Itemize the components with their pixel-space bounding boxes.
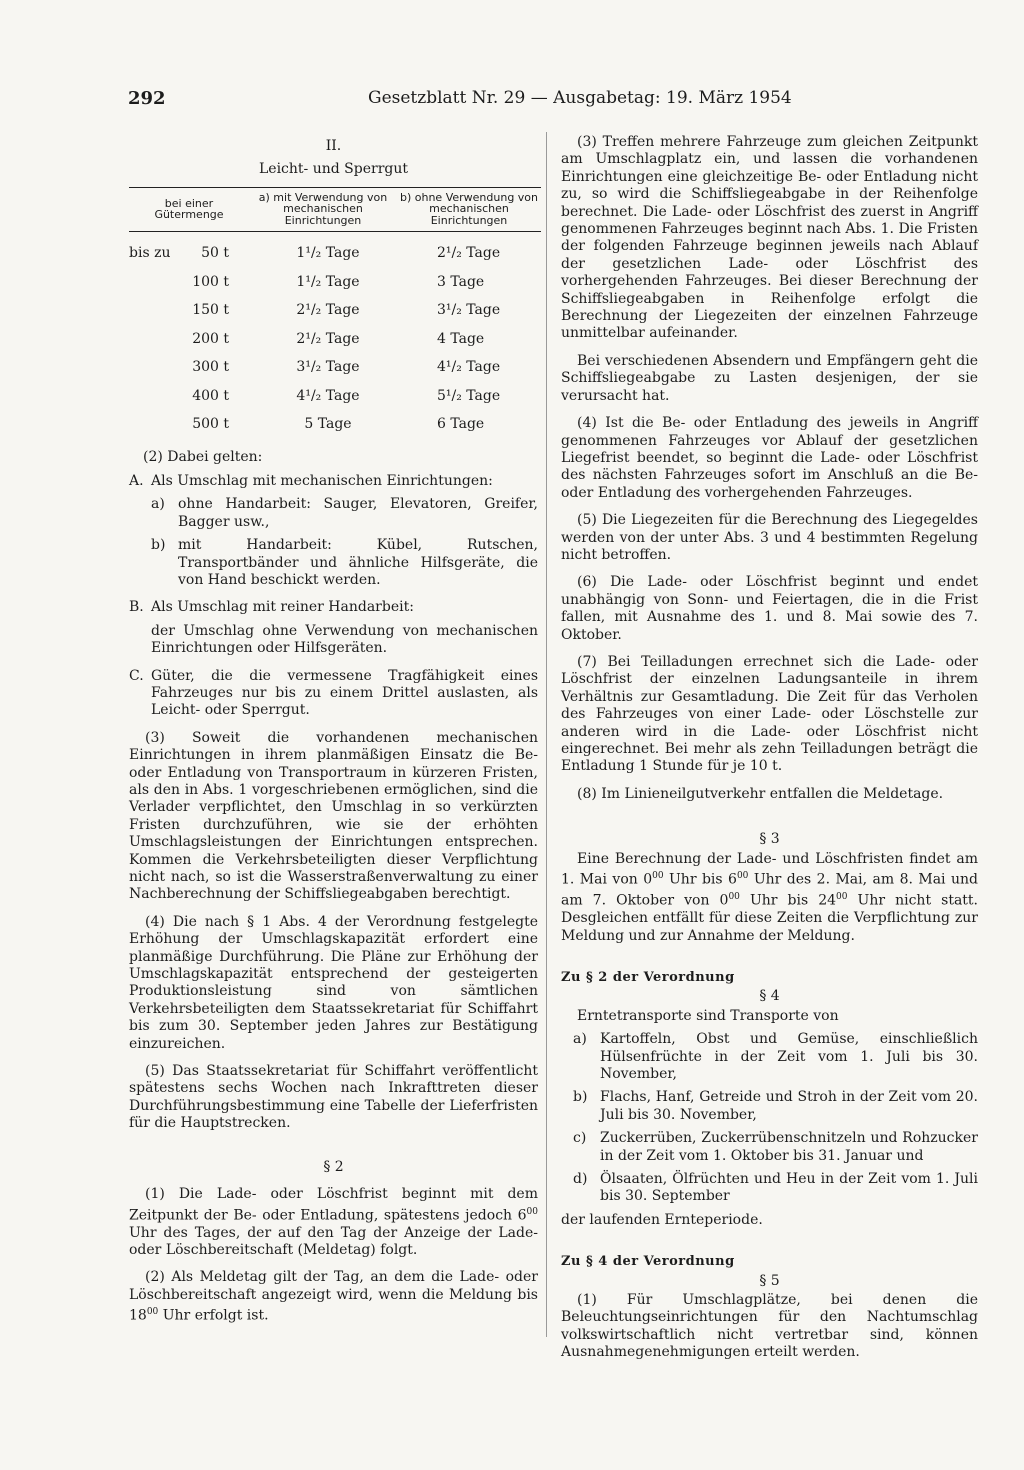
row-value-b: 3 Tage: [437, 273, 485, 290]
zu-section-4-heading: Zu § 4 der Verordnung: [561, 1254, 735, 1270]
paragraph-3: (3) Soweit die vorhandenen mechanischen Einrichtungen in ihrem planmäßigen Einsatz die Be- oder Entladung von Transportraum in kürzeren Fristen, als den in Abs. 1 vorgeschriebenen ermöglichen, sind die Verlader verpflichtet, den Umschlag in so verkürzten Fristen durchzuführen, wie sie der erhöhten Umschlagsleistungen der Einrichtungen entsprechen. Kommen die Verkehrsbeteiligten dieser Verpflichtung nicht nach, so ist die Wasserstraßenverwaltung zu einer Nachberechnung der Schiffsliegeabgaben berechtigt.: [129, 729, 538, 903]
list-label: b): [573, 1089, 588, 1106]
list-text: Güter, die die vermessene Tragfähigkeit eines Fahrzeuges nur bis zu einem Drittel auslasten, als Leicht- oder Sperrgut.: [151, 667, 538, 719]
list-label: C.: [129, 667, 144, 684]
list-text: Als Umschlag mit reiner Handarbeit:: [151, 599, 414, 616]
list-label: B.: [129, 599, 144, 616]
table-row: [129, 325, 541, 354]
row-value-a: 2¹/₂ Tage: [296, 330, 360, 347]
row-amount: 300 t: [192, 359, 229, 376]
section-4-heading: § 4: [759, 988, 780, 1005]
table-header: [129, 187, 541, 233]
section-2-paragraph-2: (2) Als Meldetag gilt der Tag, an dem die Lade- oder Löschbereitschaft angezeigt wird, wenn die Meldung bis $18^{00}$ Uhr erfolgt ist.: [129, 1269, 538, 1324]
row-value-b: 4¹/₂ Tage: [437, 359, 501, 376]
table-row: [129, 297, 541, 326]
table-header-with-machines: a) mit Verwendung von mechanischen Einrichtungen: [258, 190, 388, 227]
row-prefix: [129, 416, 179, 433]
zu-section-2-heading: Zu § 2 der Verordnung: [561, 969, 735, 985]
row-prefix: [129, 302, 179, 319]
row-value-a: 2¹/₂ Tage: [296, 302, 360, 319]
row-value-b: 5¹/₂ Tage: [437, 387, 501, 404]
list-text: Flachs, Hanf, Getreide und Stroh in der Zeit vom 20. Juli bis 30. November,: [600, 1089, 978, 1123]
row-value-a: 5 Tage: [304, 416, 352, 433]
paragraph-8: (8) Im Linieneilgutverkehr entfallen die Meldetage.: [577, 785, 944, 802]
list-label: c): [573, 1130, 587, 1147]
row-amount: 100 t: [192, 273, 229, 290]
section-3-paragraph: Eine Berechnung der Lade- und Löschfristen findet am 1. Mai von $0^{00}$ Uhr bis $6^{00}$ Uhr des 2. Mai, am 8. Mai und am 7. Oktober von $0^{00}$ Uhr bis $24^{00}$ Uhr nicht statt. Desgleichen entfällt für diese Zeiten die Verpflichtung zur Meldung und zur Annahme der Meldung.: [561, 850, 978, 944]
paragraph-7: (7) Bei Teilladungen errechnet sich die Lade- oder Löschfrist der einzelnen Ladungsanteile in ihrem Verhältnis zur Gesamtladung. Die Zeit für das Verholen des Fahrzeuges von einer Lade- oder Löschstelle zur anderen wird in die Lade- oder Löschfrist nicht eingerechnet. Bei mehr als zehn Teilladungen beträgt die Entladung 1 Stunde für je 10 t.: [561, 653, 978, 775]
table-row: [129, 382, 541, 411]
harvest-item-c: [561, 1130, 978, 1165]
list-text: mit Handarbeit: Kübel, Rutschen, Transportbänder und ähnliche Hilfsgeräte, die von Hand beschickt werden.: [178, 537, 538, 588]
row-prefix: [129, 359, 179, 376]
list-item-C: [129, 668, 538, 720]
harvest-item-d: [561, 1171, 978, 1206]
list-item-A-a: [129, 496, 538, 531]
left-column: [129, 134, 538, 1325]
table-row: [129, 268, 541, 297]
paragraph-5-right: (5) Die Liegezeiten für die Berechnung des Liegegeldes werden von der unter Abs. 3 und 4 bestimmten Regelung nicht betroffen.: [561, 512, 978, 563]
table-row: [129, 411, 541, 440]
section-4-closing: der laufenden Ernteperiode.: [561, 1211, 763, 1228]
paragraph-6: (6) Die Lade- oder Löschfrist beginnt und endet unabhängig von Sonn- und Feiertagen, die in die Frist fallen, mit Ausnahme des 1. und 8. Mai sowie des 7. Oktober.: [561, 574, 978, 643]
list-label: a): [151, 496, 165, 513]
section-2-heading: § 2: [323, 1158, 344, 1175]
row-value-b: 6 Tage: [437, 416, 485, 433]
row-value-a: 3¹/₂ Tage: [296, 359, 360, 376]
row-prefix: [129, 331, 179, 348]
list-item-A-b: [129, 537, 538, 589]
list-label: a): [573, 1031, 587, 1048]
row-value-b: 2¹/₂ Tage: [437, 244, 501, 261]
list-label: b): [151, 537, 166, 554]
row-amount: 400 t: [192, 387, 229, 404]
list-item-B-text: der Umschlag ohne Verwendung von mechanischen Einrichtungen oder Hilfsgeräten.: [151, 622, 538, 657]
list-text: Als Umschlag mit mechanischen Einrichtungen:: [151, 472, 493, 489]
paragraph-2-intro: (2) Dabei gelten:: [143, 449, 263, 466]
row-amount: 500 t: [192, 416, 229, 433]
list-item-A: [129, 473, 538, 490]
section-5-heading: § 5: [759, 1272, 780, 1289]
row-prefix: [129, 388, 179, 405]
list-text: Kartoffeln, Obst und Gemüse, einschließlich Hülsenfrüchte in der Zeit vom 1. Juli bis 30. November,: [600, 1031, 978, 1082]
paragraph-4: (4) Die nach § 1 Abs. 4 der Verordnung festgelegte Erhöhung der Umschlagskapazität erfordert eine planmäßige Durchführung. Die Pläne zur Erhöhung der Umschlagskapazität entsprechend der gesteigerten Produktionsleistung sind von sämtlichen Verkehrsbeteiligten dem Staatssekretariat für Schiffahrt bis zum 30. September jeden Jahres zur Bestätigung einzureichen.: [129, 913, 538, 1052]
harvest-item-a: [561, 1031, 978, 1083]
row-value-a: 1¹/₂ Tage: [296, 273, 360, 290]
row-amount: 150 t: [192, 302, 229, 319]
row-value-b: 3¹/₂ Tage: [437, 302, 501, 319]
paragraph-3b: Bei verschiedenen Absendern und Empfängern geht die Schiffsliegeabgabe zu Lasten desjenigen, der sie verursacht hat.: [561, 352, 978, 404]
list-text: Ölsaaten, Ölfrüchten und Heu in der Zeit vom 1. Juli bis 30. September: [600, 1171, 978, 1205]
list-text: ohne Handarbeit: Sauger, Elevatoren, Greifer, Bagger usw.,: [178, 496, 538, 530]
section-title: Leicht- und Sperrgut: [259, 161, 408, 178]
list-item-B: [129, 599, 538, 616]
list-label: d): [573, 1171, 588, 1188]
table-header-quantity: bei einer Gütermenge: [154, 196, 224, 222]
table-header-without-machines: b) ohne Verwendung von mechanischen Einrichtungen: [399, 190, 539, 227]
section-4-intro: Erntetransporte sind Transporte von: [577, 1007, 839, 1024]
section-5-paragraph-1: (1) Für Umschlagplätze, bei denen die Beleuchtungseinrichtungen für den Nachtumschlag volkswirtschaftlich nicht vertretbar sind, können Ausnahmegenehmigungen erteilt werden.: [561, 1292, 978, 1361]
table-row: [129, 354, 541, 383]
row-prefix: [129, 274, 179, 291]
table-row: [129, 239, 541, 268]
section-number: II.: [325, 138, 342, 154]
row-value-a: 4¹/₂ Tage: [296, 387, 360, 404]
loading-times-table: [129, 187, 541, 440]
running-title: Gesetzblatt Nr. 29 — Ausgabetag: 19. März 1954: [368, 88, 792, 108]
page-header: [0, 88, 1024, 118]
row-value-b: 4 Tage: [437, 330, 485, 347]
page-number: 292: [128, 88, 166, 109]
right-column: [561, 134, 978, 1362]
row-value-a: 1¹/₂ Tage: [296, 244, 360, 261]
paragraph-4-right: (4) Ist die Be- oder Entladung des jeweils in Angriff genommenen Fahrzeuges vor Ablauf der gesetzlichen Liegefrist beendet, so beginnt die Lade- oder Löschfrist des nächsten Fahrzeuges sofort im Anschluß an die Be- oder Entladung des vorhergehenden Fahrzeuges.: [561, 415, 978, 501]
table-body: [129, 239, 541, 439]
paragraph-5: (5) Das Staatssekretariat für Schiffahrt veröffentlicht spätestens sechs Wochen nach Inkrafttreten dieser Durchführungsbestimmung eine Tabelle der Lieferfristen für die Hauptstrecken.: [129, 1063, 538, 1132]
row-amount: 50 t: [201, 244, 229, 261]
column-divider: [546, 132, 547, 1337]
paragraph-3-right: (3) Treffen mehrere Fahrzeuge zum gleichen Zeitpunkt am Umschlagplatz ein, und lassen die vorhandenen Einrichtungen eine gleichzeitige Be- oder Entladung nicht zu, so wird die Schiffsliegeabgabe in der Reihenfolge berechnet. Die Lade- oder Löschfrist des zuerst in Angriff genommenen Fahrzeuges beginnt nach Abs. 1. Die Fristen der folgenden Fahrzeuge beginnen jeweils nach Ablauf der gesetzlichen Lade- oder Löschfrist des vorhergehenden Fahrzeuges. Bei dieser Berechnung der Schiffsliegeabgaben in Reihenfolge erfolgt die Berechnung der Liegezeiten der einzelnen Fahrzeuge unmittelbar aufeinander.: [561, 134, 978, 342]
section-3-heading: § 3: [759, 831, 780, 848]
section-2-paragraph-1: (1) Die Lade- oder Löschfrist beginnt mit dem Zeitpunkt der Be- oder Entladung, spätestens jedoch $6^{00}$ Uhr des Tages, der auf den Tag der Anzeige der Lade- oder Löschbereitschaft (Meldetag) folgt.: [129, 1186, 538, 1258]
row-amount: 200 t: [192, 330, 229, 347]
list-label: A.: [129, 472, 144, 489]
row-prefix: bis zu: [129, 244, 171, 261]
list-text: Zuckerrüben, Zuckerrübenschnitzeln und Rohzucker in der Zeit vom 1. Oktober bis 31. Januar und: [600, 1130, 978, 1164]
harvest-item-b: [561, 1089, 978, 1124]
